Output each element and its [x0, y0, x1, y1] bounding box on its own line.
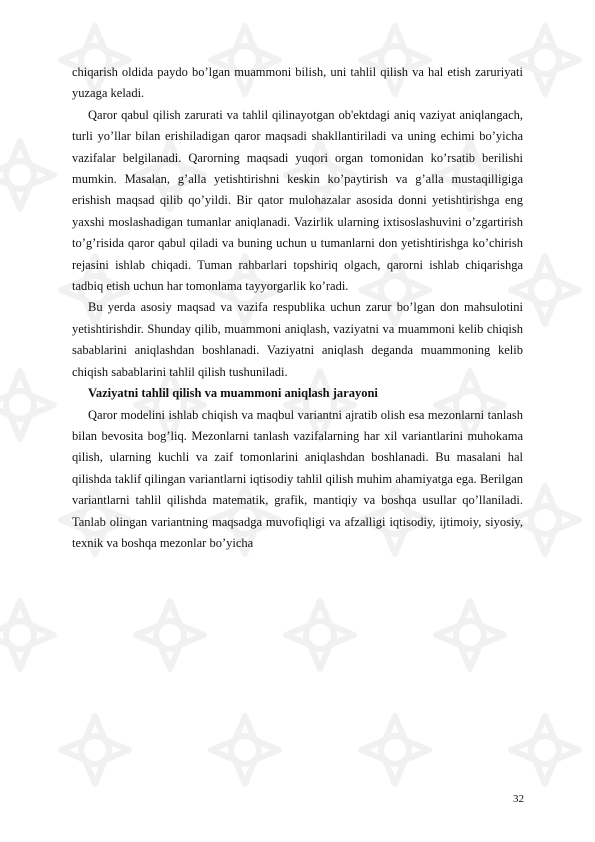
paragraph: Bu yerda asosiy maqsad va vazifa respublika uchun zarur bo’lgan don mahsulotini yetishtirishdir. Shunday qilib, muammoni aniqlash, vaziyatni va muammoni kelib chiqish sabablarini aniqlashdan boshlanadi. Vaziyatni aniqlash deganda muammoning kelib chiqish sabablarini tahlil qilish tushuniladi.	[72, 300, 523, 379]
page-number: 32	[513, 793, 524, 805]
paragraph: Qaror modelini ishlab chiqish va maqbul variantni ajratib olish esa mezonlarni tanlash bilan bevosita bog’liq. Mezonlarni tanlash vazifalarning har xil variantlarini muhokama qilish, ularning kuchli va zaif tomonlarini aniqlashdan boshlanadi. Bu masalani hal qilishda taklif qilingan variantlarni iqtisodiy tahlil qilish muhim ahamiyatga ega. Berilgan variantlarni tahlil qilishda matematik, grafik, mantiqiy va boshqa usullar qo’llaniladi. Tanlab olingan variantning maqsadga muvofiqligi va afzalligi iqtisodiy, ijtimoiy, siyosiy, texnik va boshqa mezonlar bo’yicha	[72, 407, 523, 550]
paragraph: chiqarish oldida paydo bo’lgan muammoni bilish, uni tahlil qilish va hal etish zaruriyati yuzaga keladi.	[72, 65, 523, 101]
section-heading: Vaziyatni tahlil qilish va muammoni aniqlash jarayoni	[88, 386, 378, 401]
paragraph: Qaror qabul qilish zarurati va tahlil qilinayotgan ob'ektdagi aniq vaziyat aniqlangach, turli yo’llar bilan erishiladigan qaror maqsadi shakllantiriladi va uning echimi bo’yicha vazifalar belgilanadi. Qarorning maqsadi yuqori organ tomonidan ko’rsatib berilishi mumkin. Masalan, g’alla yetishtirishni keskin ko’paytirish va g’alla mustaqilligiga erishish maqsad qilib qo’yildi. Bir qator mulohazalar asosida donni yetishtirishga eng yaxshi moslashadigan tumanlar aniqlanadi. Vazirlik ularning ixtisoslashuvini o’zgartirish to’g’risida qaror qabul qiladi va buning uchun u tumanlarni don yetishtirishga ko’chirish rejasini ishlab chiqadi. Tuman rahbarlari topshiriq olgach, qarorni ishlab chiqarishga tadbiq etish uchun har tomonlama tayyorgarlik ko’radi.	[72, 107, 523, 294]
body-text	[72, 62, 523, 554]
